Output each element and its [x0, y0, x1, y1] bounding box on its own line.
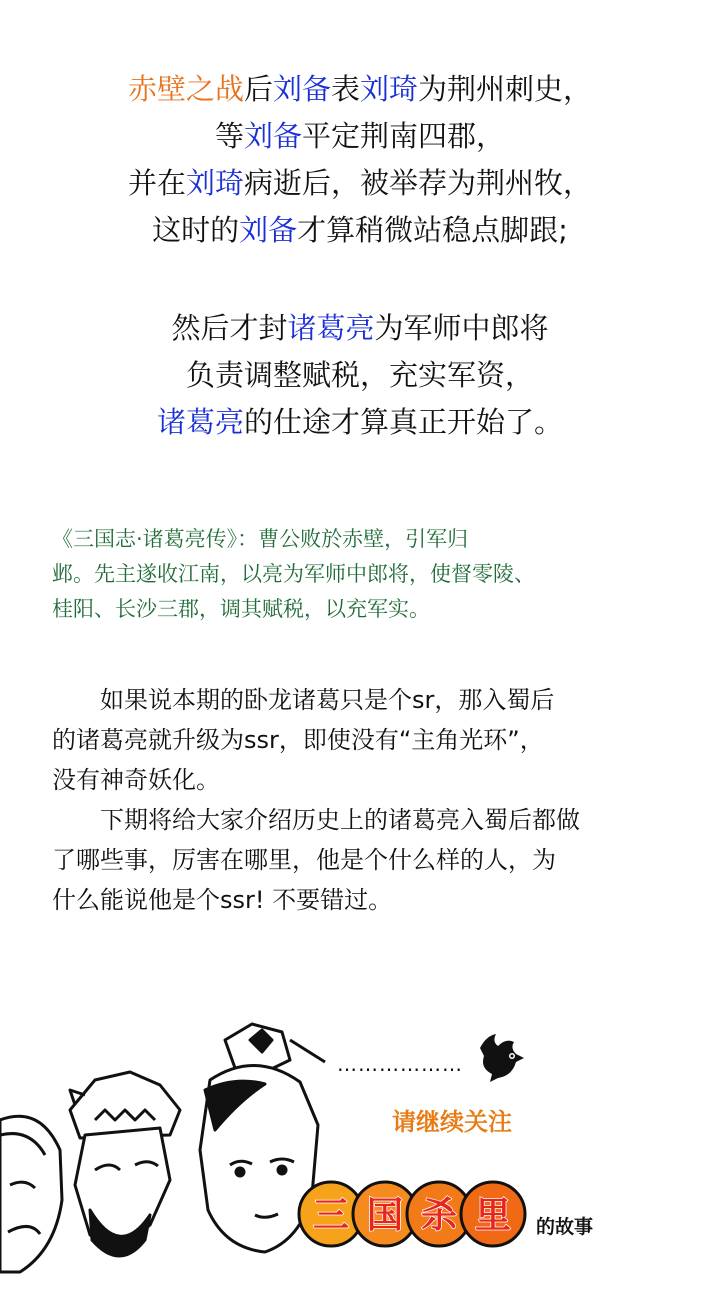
series-title	[293, 1178, 533, 1250]
ellipsis-dots: ………………	[337, 1052, 463, 1076]
intro-line-1	[0, 66, 720, 113]
person-name: 刘备	[272, 72, 331, 106]
person-name: 刘备	[239, 213, 298, 247]
characters-illustration	[0, 1010, 340, 1275]
second-paragraph	[0, 305, 720, 446]
intro-line-2	[0, 113, 720, 160]
battle-name: 赤壁之战	[127, 72, 244, 106]
title-char: 杀	[420, 1195, 458, 1236]
body-line: 什么能说他是个ssr! 不要错过。	[52, 886, 393, 914]
text-segment: 病逝后，被举荐为荆州牧，	[244, 166, 593, 200]
commentary-paragraph	[52, 680, 676, 920]
second-line-2: 负责调整赋税，充实军资，	[185, 358, 534, 392]
person-name: 诸葛亮	[287, 311, 375, 345]
person-name: 刘备	[243, 119, 302, 153]
text-segment: 为荆州刺史，	[418, 72, 593, 106]
second-line-3	[0, 399, 720, 446]
text-segment: 后	[243, 72, 273, 106]
series-subtitle: 的故事	[536, 1216, 594, 1238]
text-segment: 并在	[127, 166, 186, 200]
text-segment: 的仕途才算真正开始了。	[244, 405, 564, 439]
body-line: 了哪些事，厉害在哪里，他是个什么样的人，为	[52, 846, 556, 874]
text-segment: 然后才封	[171, 311, 288, 345]
text-segment: 这时的	[152, 213, 240, 247]
body-line: 下期将给大家介绍历史上的诸葛亮入蜀后都做	[52, 806, 580, 834]
crow-icon	[472, 1028, 530, 1086]
intro-paragraph	[0, 66, 720, 254]
person-name: 刘琦	[185, 166, 244, 200]
body-line: 如果说本期的卧龙诸葛只是个sr，那入蜀后	[52, 686, 555, 714]
intro-line-3	[0, 160, 720, 207]
text-segment: 平定荆南四郡，	[302, 119, 506, 153]
body-line: 的诸葛亮就升级为ssr，即使没有“主角光环”，	[52, 726, 544, 754]
intro-line-4	[0, 207, 720, 254]
second-line-1	[0, 305, 720, 352]
title-char: 三	[312, 1195, 350, 1236]
follow-label: 请继续关注	[392, 1108, 512, 1136]
text-segment: 为军师中郎将	[374, 311, 549, 345]
body-line: 没有神奇妖化。	[52, 766, 220, 794]
text-segment: 表	[331, 72, 361, 106]
historical-quote	[52, 522, 668, 627]
quote-line: 桂阳、长沙三郡，调其赋税，以充军实。	[52, 597, 430, 621]
title-char: 里	[474, 1195, 512, 1236]
quote-line: 《三国志·诸葛亮传》：曹公败於赤壁，引军归	[52, 527, 469, 551]
quote-line: 邺。先主遂收江南，以亮为军师中郎将，使督零陵、	[52, 562, 535, 586]
person-name: 诸葛亮	[156, 405, 244, 439]
person-name: 刘琦	[360, 72, 419, 106]
title-char: 国	[366, 1195, 404, 1236]
text-segment: 等	[214, 119, 244, 153]
text-segment: 才算稍微站稳点脚跟;	[297, 213, 568, 247]
